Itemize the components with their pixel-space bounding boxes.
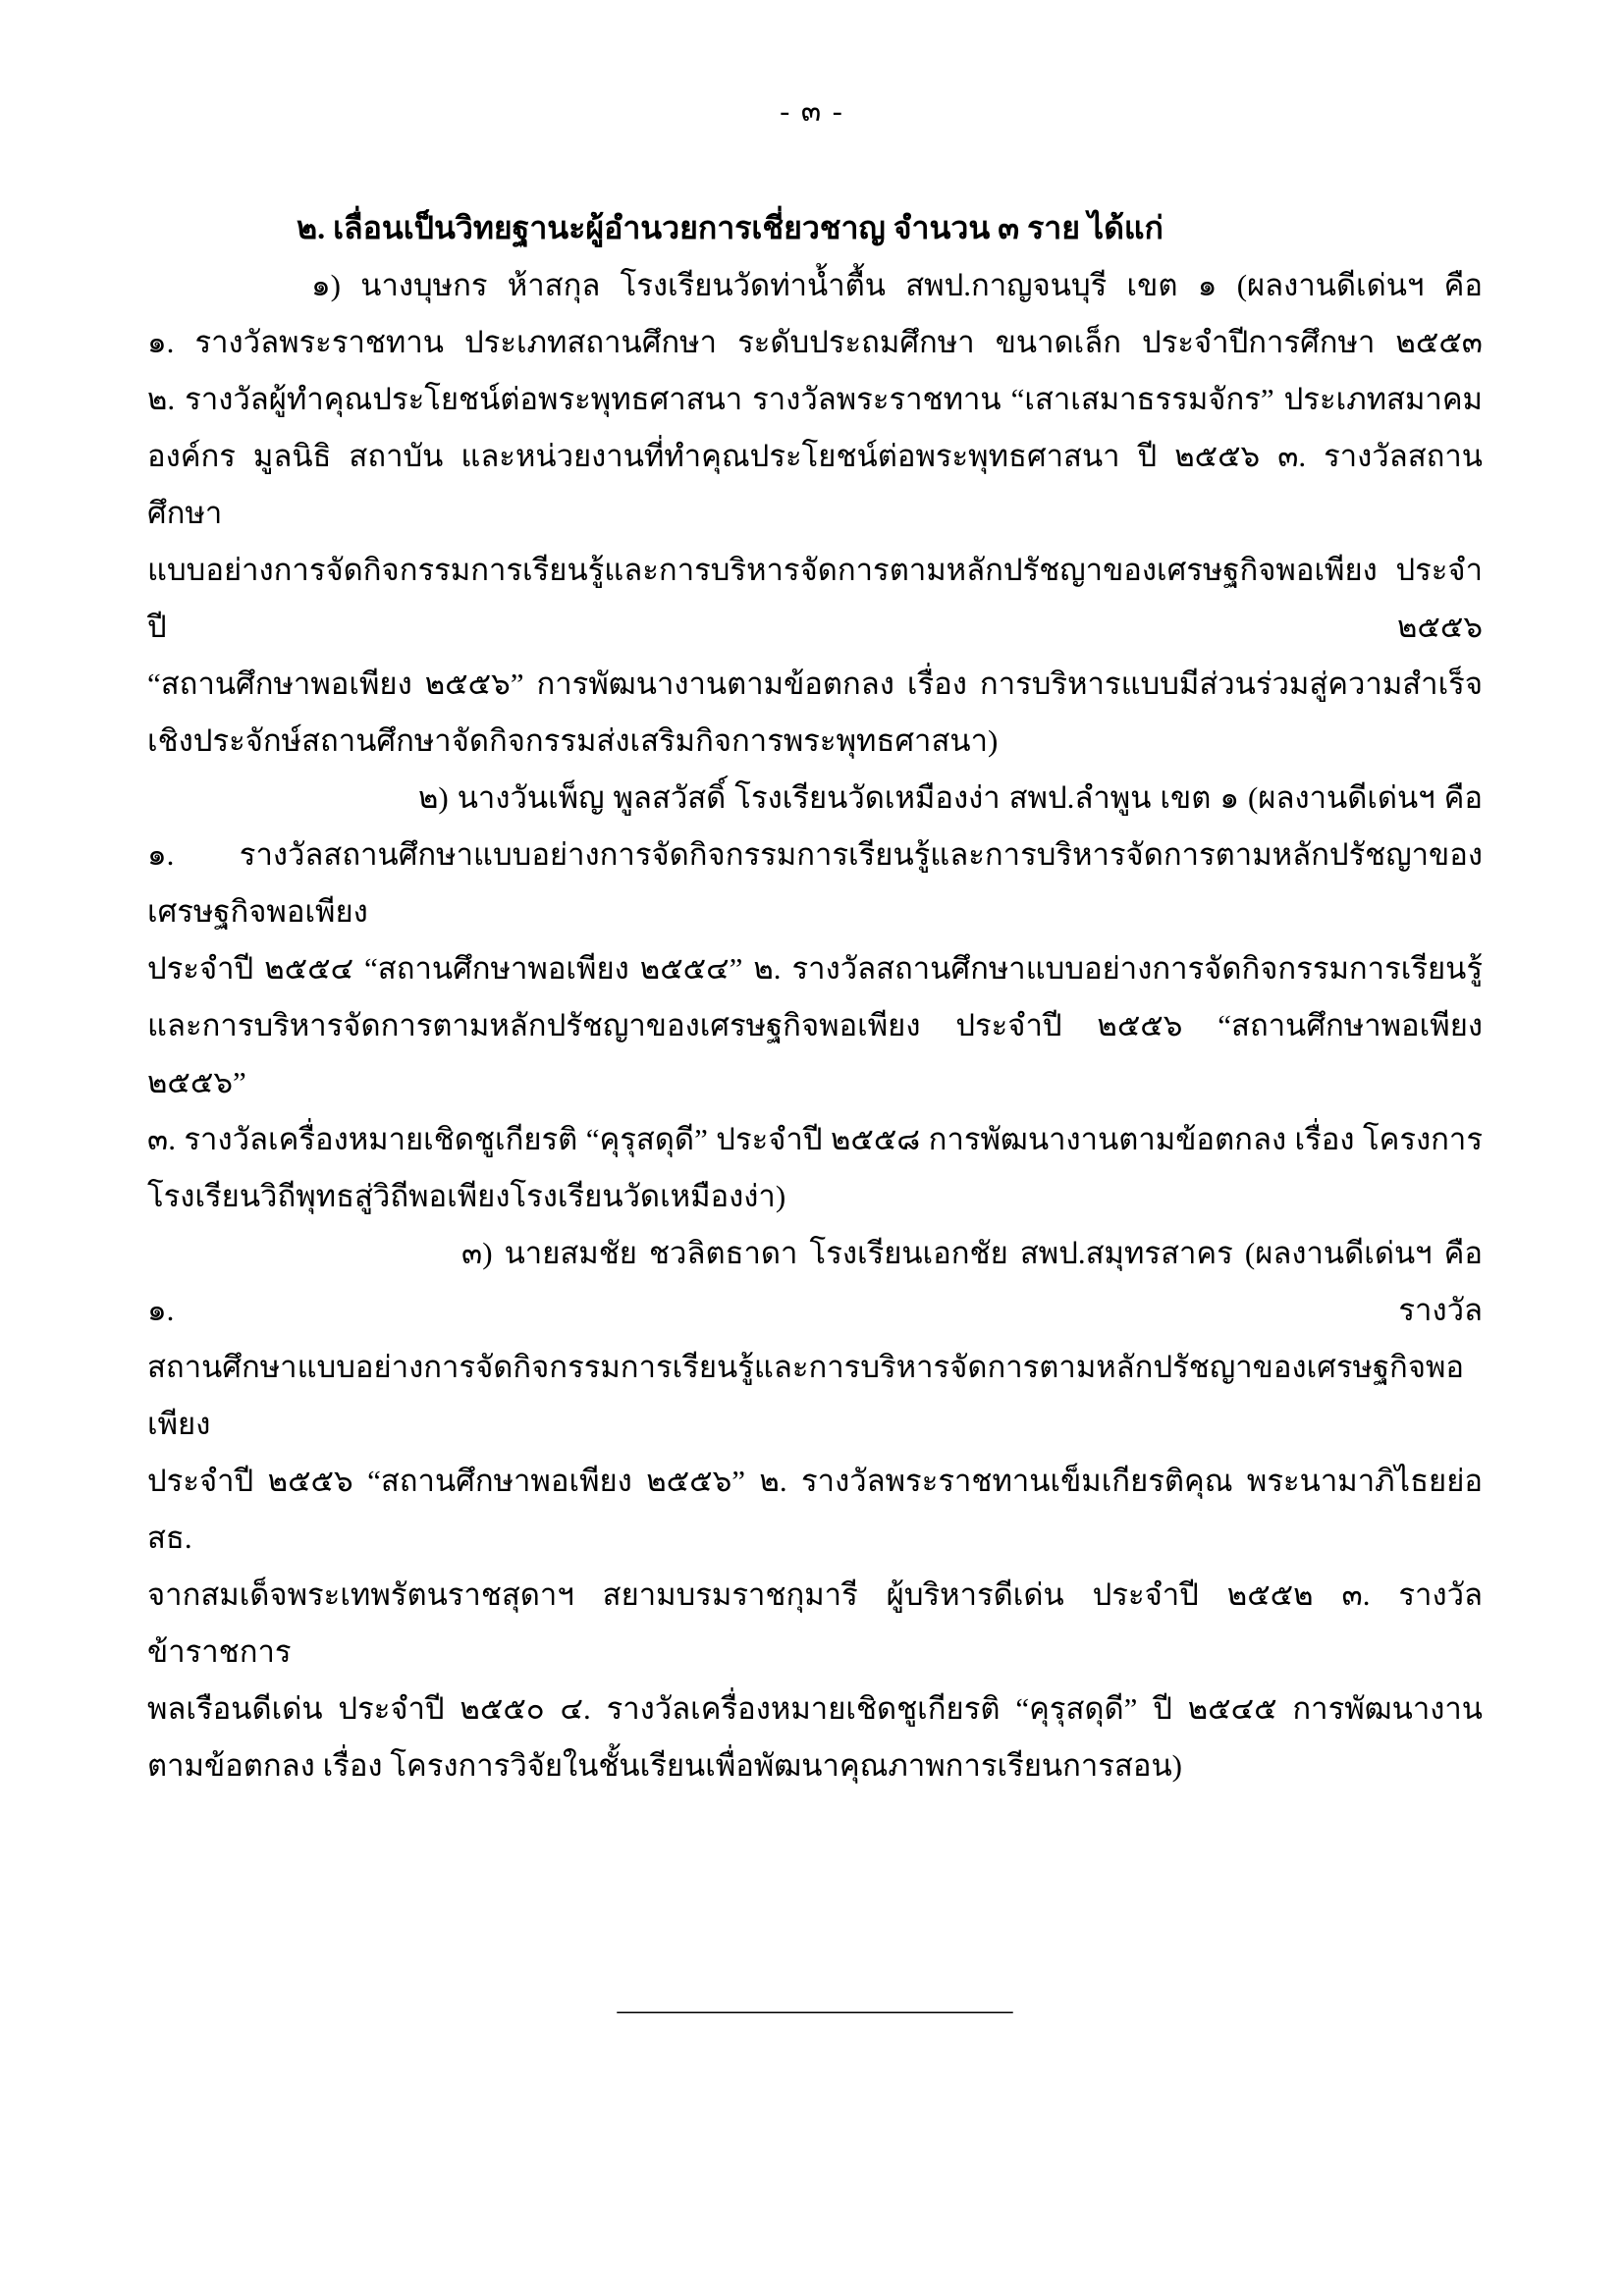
divider-line: __________________________	[617, 1982, 1013, 2016]
text-line: สถานศึกษาแบบอย่างการจัดกิจกรรมการเรียนรู้และการบริหารจัดการตามหลักปรัชญาของเศรษฐกิจพอเพียง	[147, 1350, 1465, 1441]
text-line: ๓. รางวัลเครื่องหมายเชิดชูเกียรติ “คุรุสดุดี” ประจำปี ๒๕๕๘ การพัฒนางานตามข้อตกลง เรื่อง โครงการ	[147, 1122, 1483, 1156]
text-line: ๑. รางวัลสถานศึกษาแบบอย่างการจัดกิจกรรมการเรียนรู้และการบริหารจัดการตามหลักปรัชญาของเศรษฐกิจพอเพียง	[147, 837, 1483, 929]
text-line: โรงเรียนวิถีพุทธสู่วิถีพอเพียงโรงเรียนวัดเหมืองง่า)	[147, 1179, 786, 1213]
text-line: ตามข้อตกลง เรื่อง โครงการวิจัยในชั้นเรียนเพื่อพัฒนาคุณภาพการเรียนการสอน)	[147, 1748, 1182, 1783]
document-body	[147, 198, 1483, 2028]
paragraph-1	[147, 257, 1483, 770]
text-line: ๑) นางบุษกร ห้าสกุล โรงเรียนวัดท่าน้ำตื้น สพป.กาญจนบุรี เขต ๑ (ผลงานดีเด่นฯ คือ	[311, 268, 1483, 302]
text-line: ๑. รางวัลพระราชทาน ประเภทสถานศึกษา ระดับประถมศึกษา ขนาดเล็ก ประจำปีการศึกษา ๒๕๕๓	[147, 325, 1483, 359]
text-line: ๓) นายสมชัย ชวลิตธาดา โรงเรียนเอกชัย สพป.สมุทรสาคร (ผลงานดีเด่นฯ คือ ๑. รางวัล	[147, 1236, 1483, 1327]
text-line: องค์กร มูลนิธิ สถาบัน และหน่วยงานที่ทำคุณประโยชน์ต่อพระพุทธศาสนา ปี ๒๕๕๖ ๓. รางวัลสถานศึกษา	[147, 439, 1483, 530]
text-line: ประจำปี ๒๕๕๔ “สถานศึกษาพอเพียง ๒๕๕๔” ๒. รางวัลสถานศึกษาแบบอย่างการจัดกิจกรรมการเรียนรู้	[147, 951, 1483, 986]
text-line: เชิงประจักษ์สถานศึกษาจัดกิจกรรมส่งเสริมกิจการพระพุทธศาสนา)	[147, 723, 999, 758]
page-number: - ๓ -	[780, 95, 844, 128]
text-line: จากสมเด็จพระเทพรัตนราชสุดาฯ สยามบรมราชกุมารี ผู้บริหารดีเด่น ประจำปี ๒๕๕๒ ๓. รางวัลข้าราชการ	[147, 1577, 1483, 1669]
text-line: และการบริหารจัดการตามหลักปรัชญาของเศรษฐกิจพอเพียง ประจำปี ๒๕๕๖ “สถานศึกษาพอเพียง ๒๕๕๖”	[147, 1008, 1483, 1099]
text-line: แบบอย่างการจัดกิจกรรมการเรียนรู้และการบริหารจัดการตามหลักปรัชญาของเศรษฐกิจพอเพียง ประจำปี ๒๕๕๖	[147, 553, 1483, 644]
text-line: พลเรือนดีเด่น ประจำปี ๒๕๕๐ ๔. รางวัลเครื่องหมายเชิดชูเกียรติ “คุรุสดุดี” ปี ๒๕๔๕ การพัฒนางาน	[147, 1691, 1483, 1726]
paragraph-3	[147, 1225, 1483, 1794]
section-heading: ๒. เลื่อนเป็นวิทยฐานะผู้อำนวยการเชี่ยวชาญ จำนวน ๓ ราย ได้แก่	[297, 210, 1164, 245]
paragraph-2	[147, 770, 1483, 1225]
text-line: “สถานศึกษาพอเพียง ๒๕๕๖” การพัฒนางานตามข้อตกลง เรื่อง การบริหารแบบมีส่วนร่วมสู่ความสำเร็จ	[147, 667, 1483, 701]
text-line: ๒) นางวันเพ็ญ พูลสวัสดิ์ โรงเรียนวัดเหมืองง่า สพป.ลำพูน เขต ๑ (ผลงานดีเด่นฯ คือ	[418, 780, 1483, 815]
text-line: ประจำปี ๒๕๕๖ “สถานศึกษาพอเพียง ๒๕๕๖” ๒. รางวัลพระราชทานเข็มเกียรติคุณ พระนามาภิไธยย่อ สธ.	[147, 1464, 1483, 1555]
text-line: ๒. รางวัลผู้ทำคุณประโยชน์ต่อพระพุทธศาสนา รางวัลพระราชทาน “เสาเสมาธรรมจักร” ประเภทสมาคม	[147, 382, 1483, 416]
